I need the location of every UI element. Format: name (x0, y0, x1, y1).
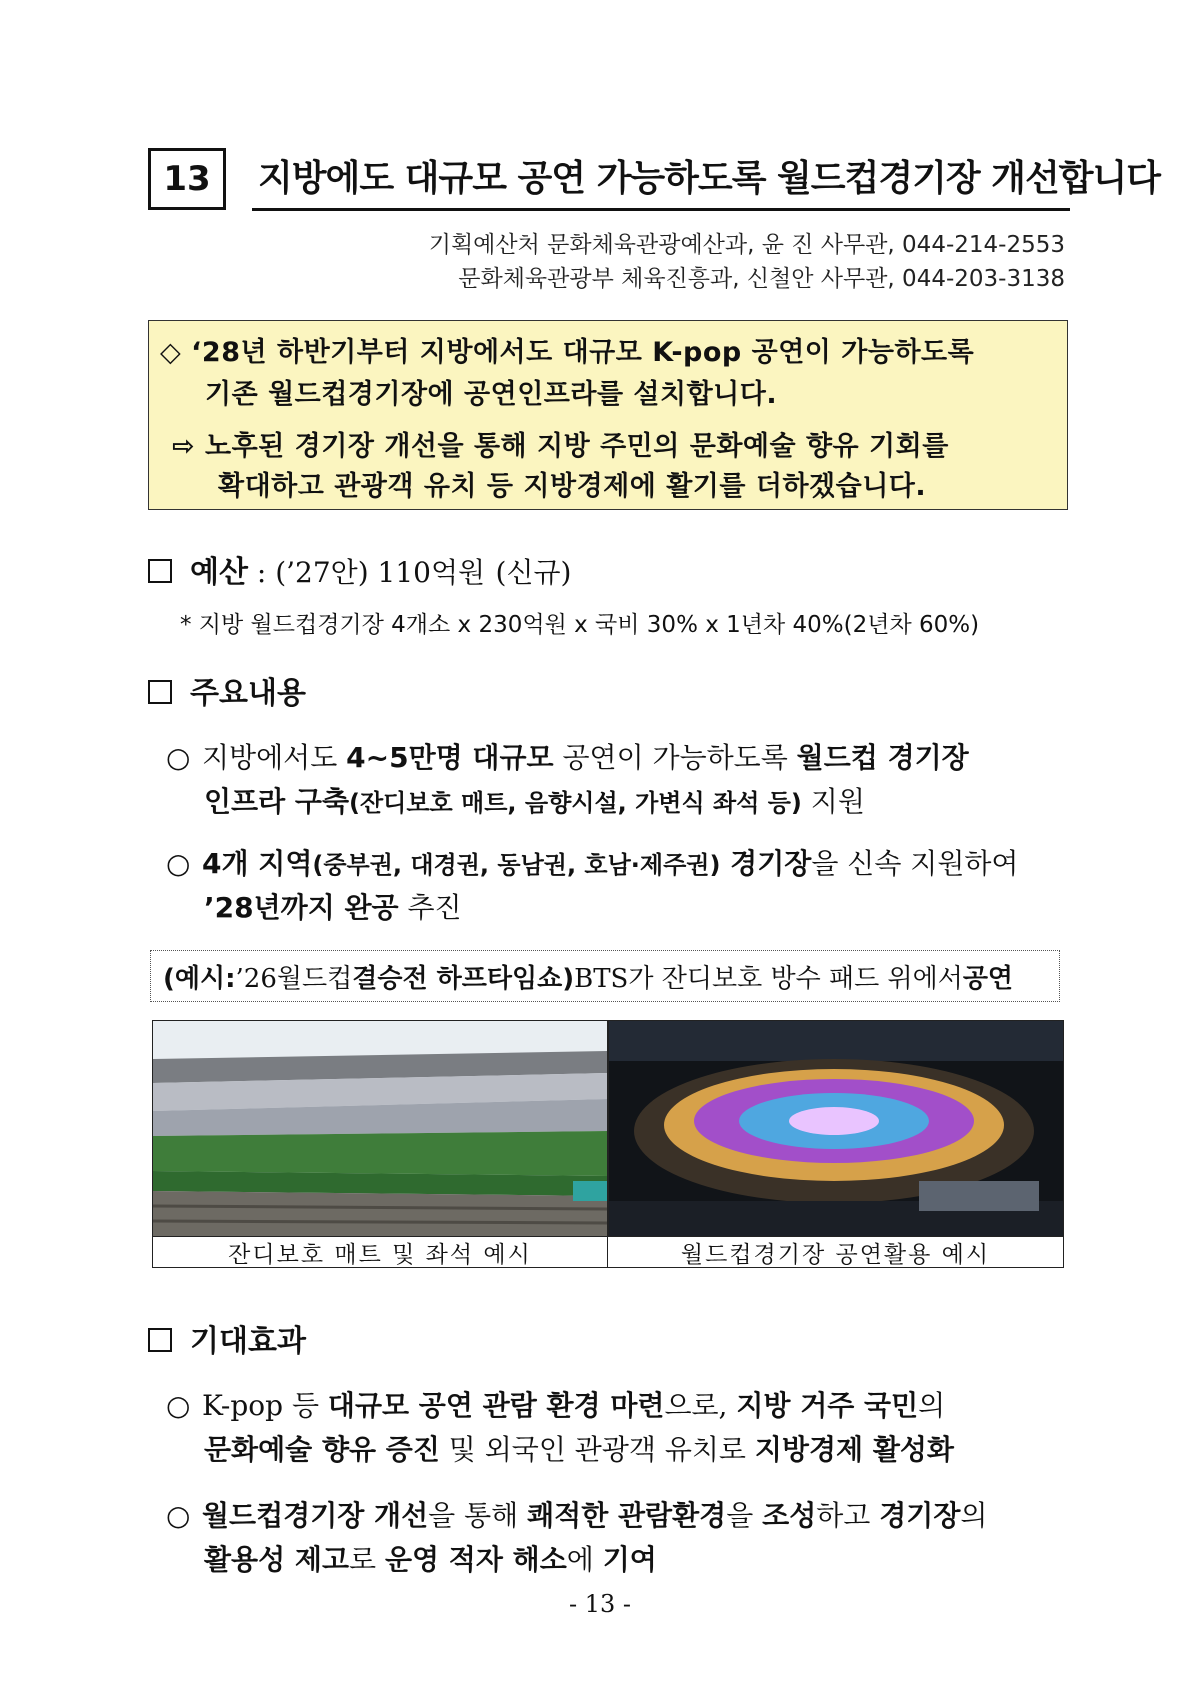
summary-text-1: ‘28년 하반기부터 지방에서도 대규모 K-pop 공연이 가능하도록 (191, 337, 975, 368)
text-bold: (예시: (163, 963, 236, 994)
circle-bullet-icon: ○ (166, 1389, 191, 1422)
text-bold: 문화예술 향유 증진 (204, 1433, 440, 1466)
text-bold: 월드컵 경기장 (796, 741, 969, 774)
circle-bullet-icon: ○ (166, 847, 191, 880)
text: 을 신속 지원하여 (811, 847, 1019, 880)
contact-line-2: 문화체육관광부 체육진흥과, 신철안 사무관, 044-203-3138 (458, 266, 1065, 292)
square-bullet-icon (148, 680, 172, 704)
summary-text-3: 노후된 경기장 개선을 통해 지방 주민의 문화예술 향유 기회를 (205, 431, 949, 462)
text: ’26월드컵 (235, 963, 353, 994)
budget-note: * 지방 월드컵경기장 4개소 x 230억원 x 국비 30% x 1년차 40%(2년차 60%) (180, 612, 980, 638)
contact-line-1: 기획예산처 문화체육관광예산과, 윤 진 사무관, 044-214-2553 (428, 232, 1065, 258)
summary-line-3 (172, 424, 949, 463)
text-bold: 결승전 하프타임쇼) (352, 963, 575, 994)
budget-value: (’27안) 110억원 (275, 556, 486, 589)
arrow-right-icon: ⇨ (172, 431, 196, 462)
effects-bullet-1-line-1 (166, 1384, 945, 1424)
text-bold: 조성 (762, 1499, 817, 1532)
stadium-seats-illustration (153, 1021, 608, 1237)
square-bullet-icon (148, 559, 172, 583)
text-bold: 공연 (962, 963, 1014, 994)
photo-caption-right: 월드컵경기장 공연활용 예시 (607, 1236, 1064, 1268)
text-small: (잔디보호 매트, 음향시설, 가변식 좌석 등) (349, 789, 802, 817)
text: 공연이 가능하도록 (553, 741, 797, 774)
text-bold: 4개 지역 (202, 847, 313, 880)
text: 추진 (398, 891, 462, 924)
text: 지원 (801, 785, 865, 818)
page-title: 지방에도 대규모 공연 가능하도록 월드컵경기장 개선합니다 (258, 158, 1161, 199)
text-bold: 4~5만명 대규모 (346, 741, 554, 774)
text: 으로, (664, 1389, 737, 1422)
budget-header (148, 547, 571, 591)
title-underline (252, 208, 1070, 211)
text-bold: 경기장 (879, 1499, 961, 1532)
effects-header-text: 기대효과 (190, 1324, 306, 1359)
text: 로 (349, 1543, 385, 1576)
main-bullet-2-line-1 (166, 842, 1018, 882)
text-bold: 대규모 공연 관람 환경 마련 (327, 1389, 665, 1422)
main-header (148, 668, 306, 712)
text: 의 (918, 1389, 946, 1422)
text: 의 (960, 1499, 988, 1532)
text-bold: 인프라 구축 (204, 785, 349, 818)
text: 에 (566, 1543, 603, 1576)
budget-sep: : (247, 556, 276, 589)
summary-line-2: 기존 월드컵경기장에 공연인프라를 설치합니다. (205, 379, 778, 410)
stadium-seats-photo (152, 1020, 608, 1268)
text: K-pop 등 (202, 1389, 328, 1422)
text-bold: 기여 (602, 1543, 657, 1576)
text: BTS가 잔디보호 방수 패드 위에서 (574, 963, 963, 994)
example-note (150, 950, 1060, 1002)
budget-label: 예산 (190, 555, 248, 590)
text-bold: 월드컵경기장 개선 (202, 1499, 429, 1532)
text-bold: 활용성 제고 (204, 1543, 349, 1576)
main-bullet-1-line-2 (204, 780, 865, 820)
summary-line-1 (160, 330, 974, 369)
text-bold: 지방 거주 국민 (736, 1389, 919, 1422)
text-bold: 경기장 (720, 847, 812, 880)
text-small: (중부권, 대경권, 동남권, 호남·제주권) (312, 851, 721, 879)
text: 을 통해 (428, 1499, 528, 1532)
effects-bullet-2-line-2 (204, 1538, 657, 1578)
summary-line-4: 확대하고 관광객 유치 등 지방경제에 활기를 더하겠습니다. (218, 471, 927, 502)
text: 및 외국인 관광객 유치로 (439, 1433, 755, 1466)
text: 을 (726, 1499, 763, 1532)
page-number: - 13 - (568, 1590, 631, 1618)
main-bullet-1-line-1 (166, 736, 969, 776)
diamond-icon: ◇ (160, 337, 182, 368)
effects-bullet-2-line-1 (166, 1494, 987, 1534)
main-bullet-2-line-2 (204, 886, 462, 926)
text-bold: 지방경제 활성화 (754, 1433, 954, 1466)
stadium-concert-photo (608, 1020, 1064, 1268)
text: 하고 (816, 1499, 880, 1532)
text: 지방에서도 (202, 741, 347, 774)
budget-tag: (신규) (495, 556, 572, 589)
circle-bullet-icon: ○ (166, 1499, 191, 1532)
text-bold: 운영 적자 해소 (384, 1543, 567, 1576)
square-bullet-icon (148, 1328, 172, 1352)
stadium-concert-illustration (609, 1021, 1064, 1237)
section-number: 13 (148, 148, 226, 210)
main-header-text: 주요내용 (190, 676, 306, 711)
photo-caption-left: 잔디보호 매트 및 좌석 예시 (152, 1236, 608, 1268)
effects-header (148, 1316, 306, 1360)
text-bold: ’28년까지 완공 (204, 891, 399, 924)
effects-bullet-1-line-2 (204, 1428, 954, 1468)
circle-bullet-icon: ○ (166, 741, 191, 774)
text-bold: 쾌적한 관람환경 (527, 1499, 727, 1532)
